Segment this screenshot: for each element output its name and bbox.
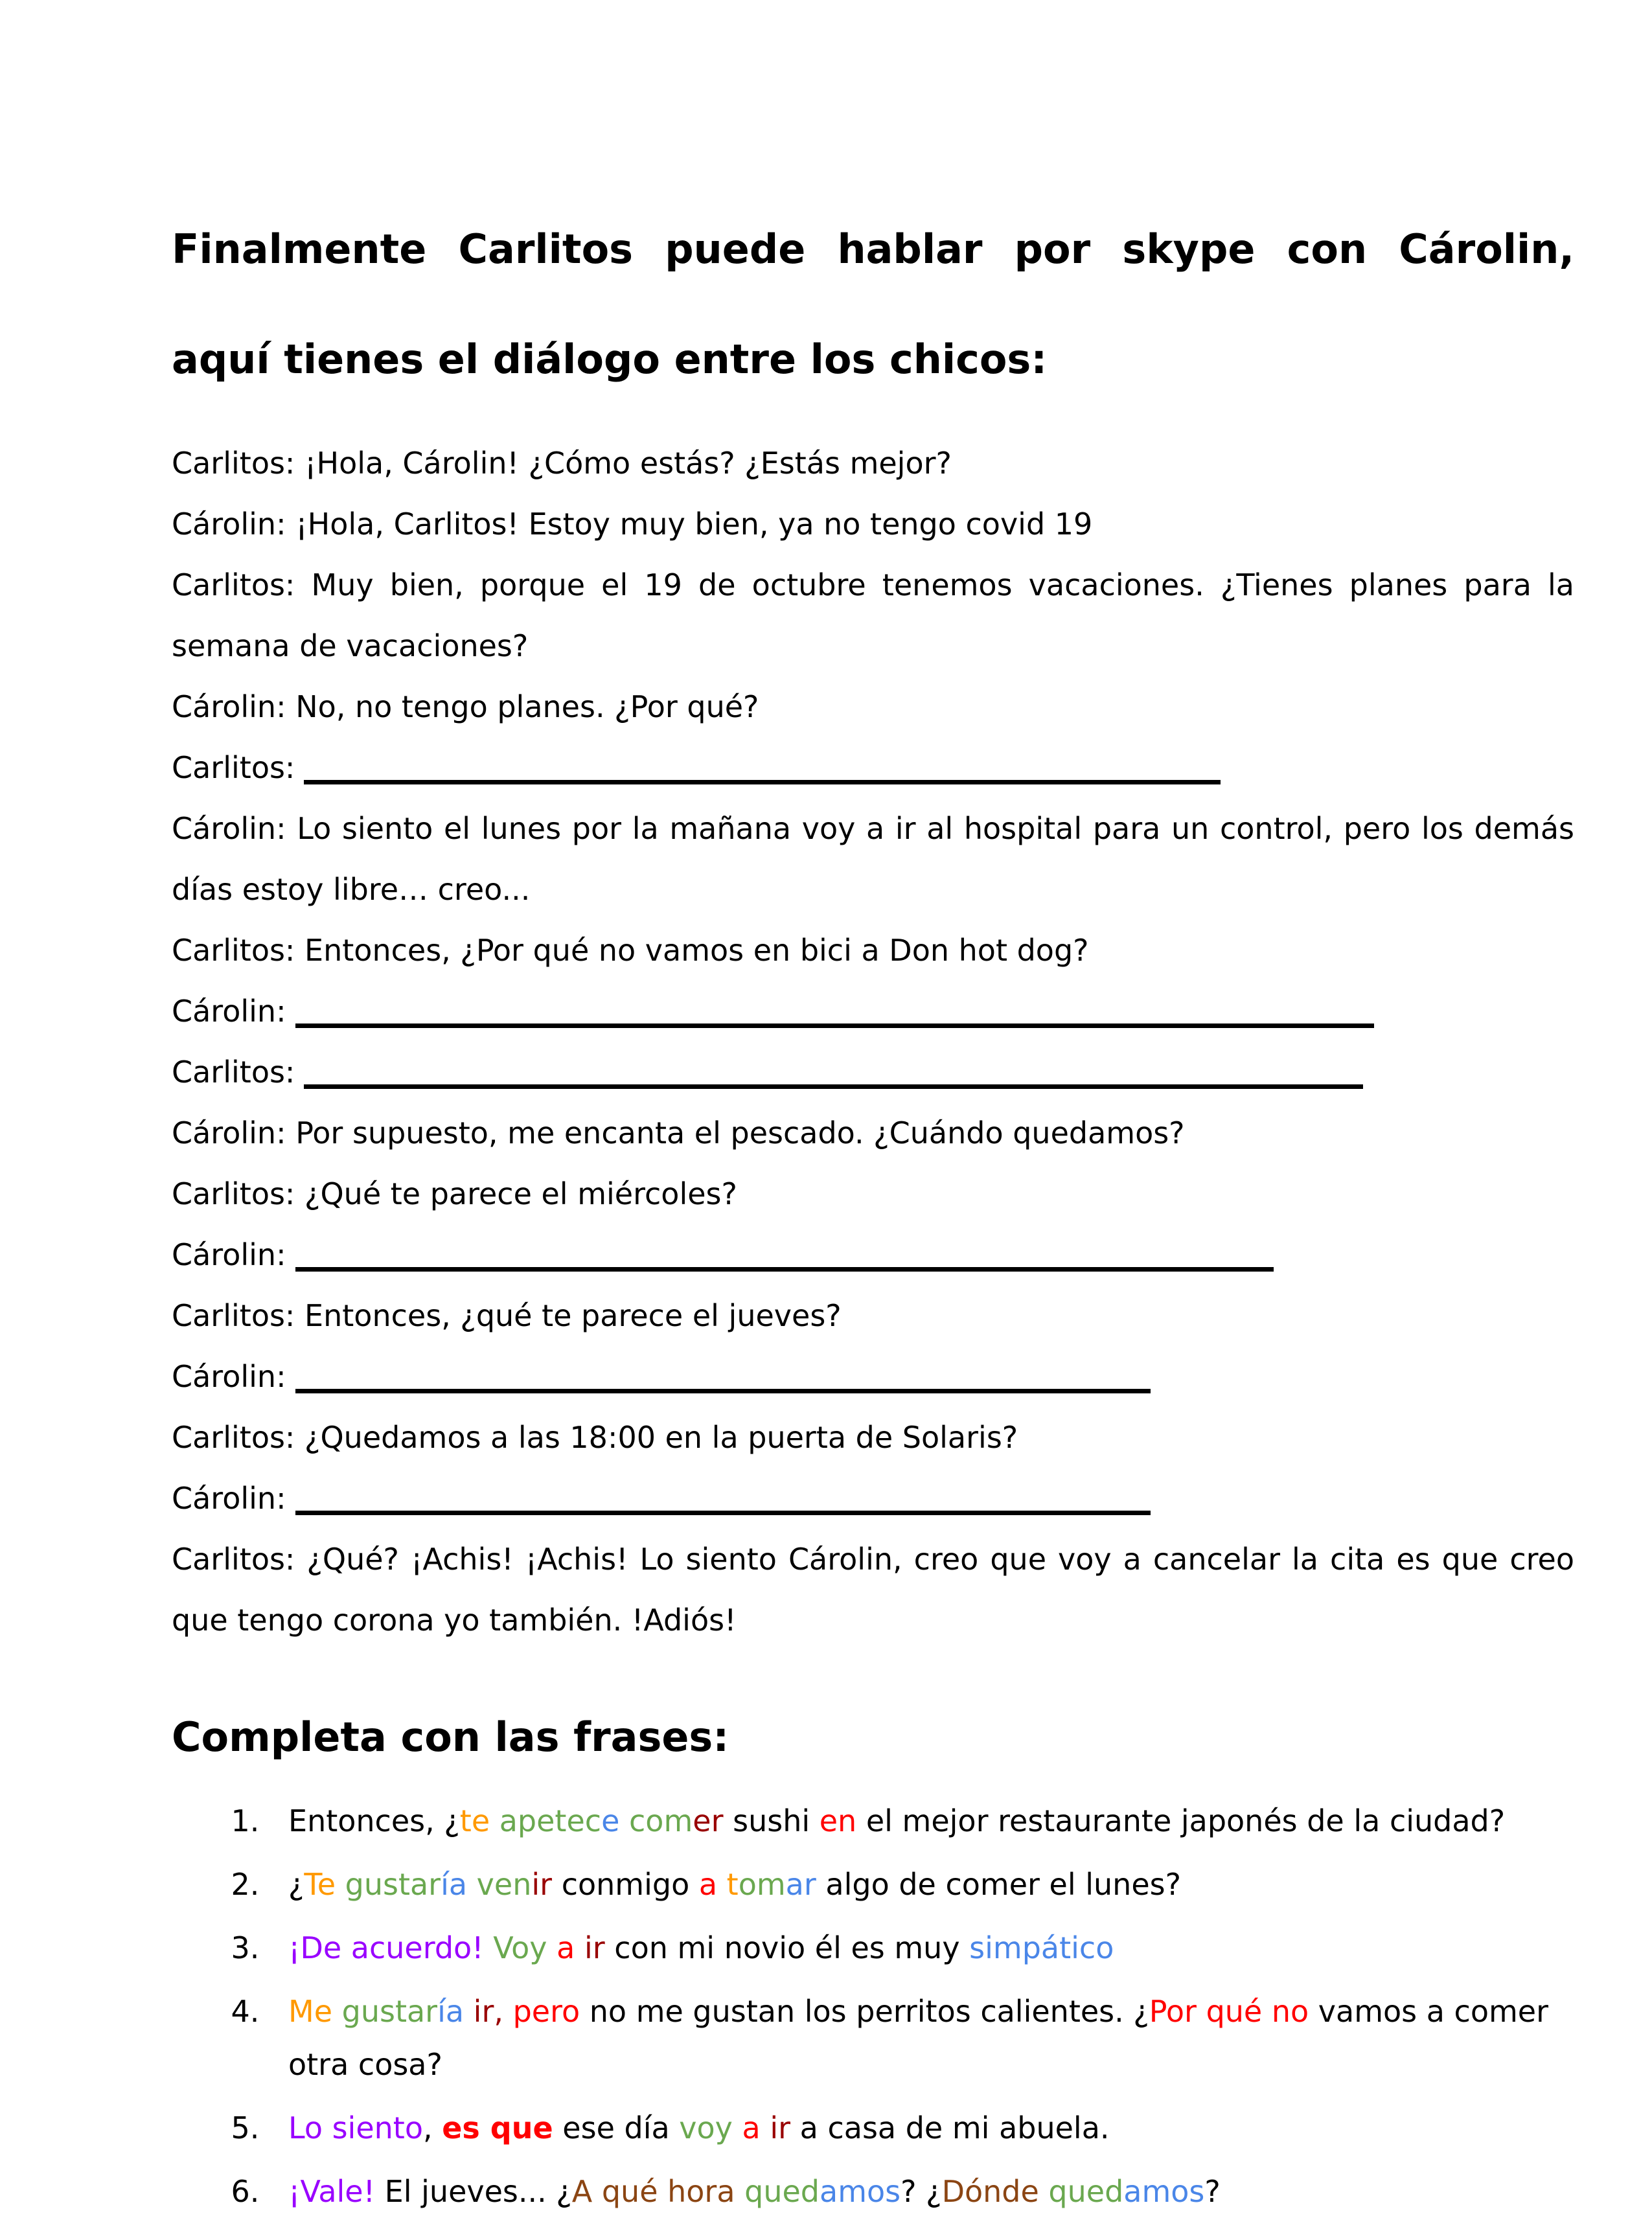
phrase-segment xyxy=(547,1930,557,1965)
phrase-segment: ? ¿ xyxy=(901,2174,942,2209)
dialogue-line: Cárolin: ¡Hola, Carlitos! Estoy muy bien, ya no tengo covid 19 xyxy=(172,507,1093,542)
phrase-segment: ía xyxy=(437,1994,465,2029)
page-title xyxy=(172,194,1574,415)
phrase-segment: t xyxy=(717,1867,739,1902)
fill-in-blank xyxy=(295,1511,1151,1515)
phrase-segment: ir, xyxy=(464,1994,503,2029)
phrase-segment: amos xyxy=(1123,2174,1205,2209)
fill-in-blank xyxy=(304,780,1221,784)
dialogue-line: Cárolin: Por supuesto, me encanta el pescado. ¿Cuándo quedamos? xyxy=(172,1115,1185,1150)
page-title-line-1: Finalmente Carlitos puede hablar por skype con Cárolin, xyxy=(172,225,1574,273)
dialogue-line xyxy=(172,1042,1574,1103)
fill-in-blank xyxy=(295,1023,1374,1028)
exercise-item xyxy=(269,1921,1574,1974)
dialogue-line xyxy=(172,1468,1574,1529)
dialogue-line: Carlitos: ¿Qué te parece el miércoles? xyxy=(172,1176,737,1211)
phrase-segment: es que xyxy=(442,2110,553,2145)
dialogue-line: Carlitos: ¿Qué? ¡Achis! ¡Achis! Lo siento Cárolin, creo que voy a cancelar la cita es que creo que tengo corona yo también. !Adiós! xyxy=(172,1542,1574,1638)
exercise-list xyxy=(172,1794,1574,2218)
phrase-segment: pero xyxy=(512,1994,580,2029)
phrase-segment: Por qué no xyxy=(1149,1994,1309,2029)
phrase-segment: simpático xyxy=(969,1930,1114,1965)
speaker-label: Cárolin: xyxy=(172,994,286,1029)
phrase-segment: ¡De acuerdo! xyxy=(288,1930,484,1965)
phrase-segment: apetec xyxy=(490,1803,602,1838)
phrase-segment xyxy=(575,1930,584,1965)
speaker-label: Cárolin: xyxy=(172,1359,286,1394)
phrase-segment xyxy=(733,2110,742,2145)
fill-in-blank xyxy=(304,1084,1363,1089)
dialogue-line xyxy=(172,737,1574,798)
phrase-segment: Lo siento xyxy=(288,2110,423,2145)
dialogue-line: Carlitos: Entonces, ¿Por qué no vamos en bici a Don hot dog? xyxy=(172,933,1089,968)
phrase-segment: ven xyxy=(467,1867,532,1902)
phrase-segment: no me gustan los perritos calientes. ¿ xyxy=(580,1994,1149,2029)
phrase-segment: Voy xyxy=(493,1930,547,1965)
exercise-item xyxy=(269,1985,1574,2091)
phrase-segment xyxy=(503,1994,513,2029)
phrase-segment xyxy=(1039,2174,1049,2209)
dialogue-line xyxy=(172,1346,1574,1407)
phrase-segment: a xyxy=(698,1867,718,1902)
phrase-segment: qued xyxy=(744,2174,820,2209)
dialogue-line: Carlitos: Entonces, ¿qué te parece el jueves? xyxy=(172,1298,842,1333)
phrase-segment: sushi xyxy=(723,1803,820,1838)
exercise-item xyxy=(269,2101,1574,2155)
phrase-segment: ir xyxy=(531,1867,553,1902)
exercise-item xyxy=(269,1858,1574,1911)
fill-in-blank xyxy=(295,1389,1151,1393)
speaker-label: Carlitos: xyxy=(172,1055,295,1090)
section-heading: Completa con las frases: xyxy=(172,1713,729,1761)
phrase-segment: ¡Vale! xyxy=(288,2174,376,2209)
phrase-segment: amos xyxy=(820,2174,901,2209)
dialogue-line xyxy=(172,1224,1574,1285)
phrase-segment: en xyxy=(819,1803,857,1838)
phrase-segment: ir xyxy=(770,2110,791,2145)
exercise-item xyxy=(269,2165,1574,2218)
phrase-segment: ía xyxy=(441,1867,468,1902)
phrase-segment: te xyxy=(459,1803,490,1838)
phrase-segment: com xyxy=(619,1803,693,1838)
page-title-line-2: aquí tienes el diálogo entre los chicos: xyxy=(172,336,1048,383)
phrase-segment: ar xyxy=(785,1867,816,1902)
phrase-segment xyxy=(761,2110,770,2145)
phrase-segment: algo de comer el lunes? xyxy=(816,1867,1182,1902)
dialogue-line xyxy=(172,981,1574,1042)
phrase-segment: Dónde xyxy=(941,2174,1039,2209)
phrase-segment: conmigo xyxy=(552,1867,699,1902)
phrase-segment: ¿ xyxy=(288,1867,304,1902)
dialogue-line: Carlitos: ¡Hola, Cárolin! ¿Cómo estás? ¿Estás mejor? xyxy=(172,446,952,481)
speaker-label: Cárolin: xyxy=(172,1237,286,1272)
phrase-segment: El jueves... ¿ xyxy=(375,2174,572,2209)
phrase-segment: e xyxy=(601,1803,620,1838)
phrase-segment: gustar xyxy=(332,1994,438,2029)
phrase-segment: ? xyxy=(1204,2174,1221,2209)
phrase-segment: voy xyxy=(679,2110,733,2145)
dialogue-line: Carlitos: Muy bien, porque el 19 de octubre tenemos vacaciones. ¿Tienes planes para la semana de vacaciones? xyxy=(172,567,1574,663)
phrase-segment: el mejor restaurante japonés de la ciudad? xyxy=(856,1803,1506,1838)
phrase-segment: con mi novio él es muy xyxy=(604,1930,970,1965)
phrase-segment: , xyxy=(422,2110,442,2145)
phrase-segment: gustar xyxy=(336,1867,441,1902)
phrase-segment: vamos a comer otra cosa? xyxy=(288,1994,1548,2082)
phrase-segment: Te xyxy=(304,1867,336,1902)
phrase-segment: a casa de mi abuela. xyxy=(790,2110,1110,2145)
phrase-segment xyxy=(484,1930,494,1965)
phrase-segment: er xyxy=(693,1803,724,1838)
phrase-segment: a xyxy=(742,2110,761,2145)
dialogue-block xyxy=(172,433,1574,1651)
phrase-segment: ir xyxy=(584,1930,605,1965)
phrase-segment: A qué hora xyxy=(571,2174,745,2209)
exercise-item xyxy=(269,1794,1574,1847)
phrase-segment: om xyxy=(738,1867,786,1902)
speaker-label: Cárolin: xyxy=(172,1481,286,1516)
dialogue-line: Cárolin: Lo siento el lunes por la mañana voy a ir al hospital para un control, pero los demás días estoy libre… creo... xyxy=(172,811,1574,907)
speaker-label: Carlitos: xyxy=(172,750,295,785)
phrase-segment: ese día xyxy=(553,2110,680,2145)
dialogue-line: Cárolin: No, no tengo planes. ¿Por qué? xyxy=(172,689,759,724)
phrase-segment: a xyxy=(556,1930,575,1965)
phrase-segment: Me xyxy=(288,1994,332,2029)
phrase-segment: qued xyxy=(1048,2174,1124,2209)
fill-in-blank xyxy=(295,1267,1274,1272)
dialogue-line: Carlitos: ¿Quedamos a las 18:00 en la puerta de Solaris? xyxy=(172,1420,1018,1455)
phrase-segment: Entonces, ¿ xyxy=(288,1803,460,1838)
